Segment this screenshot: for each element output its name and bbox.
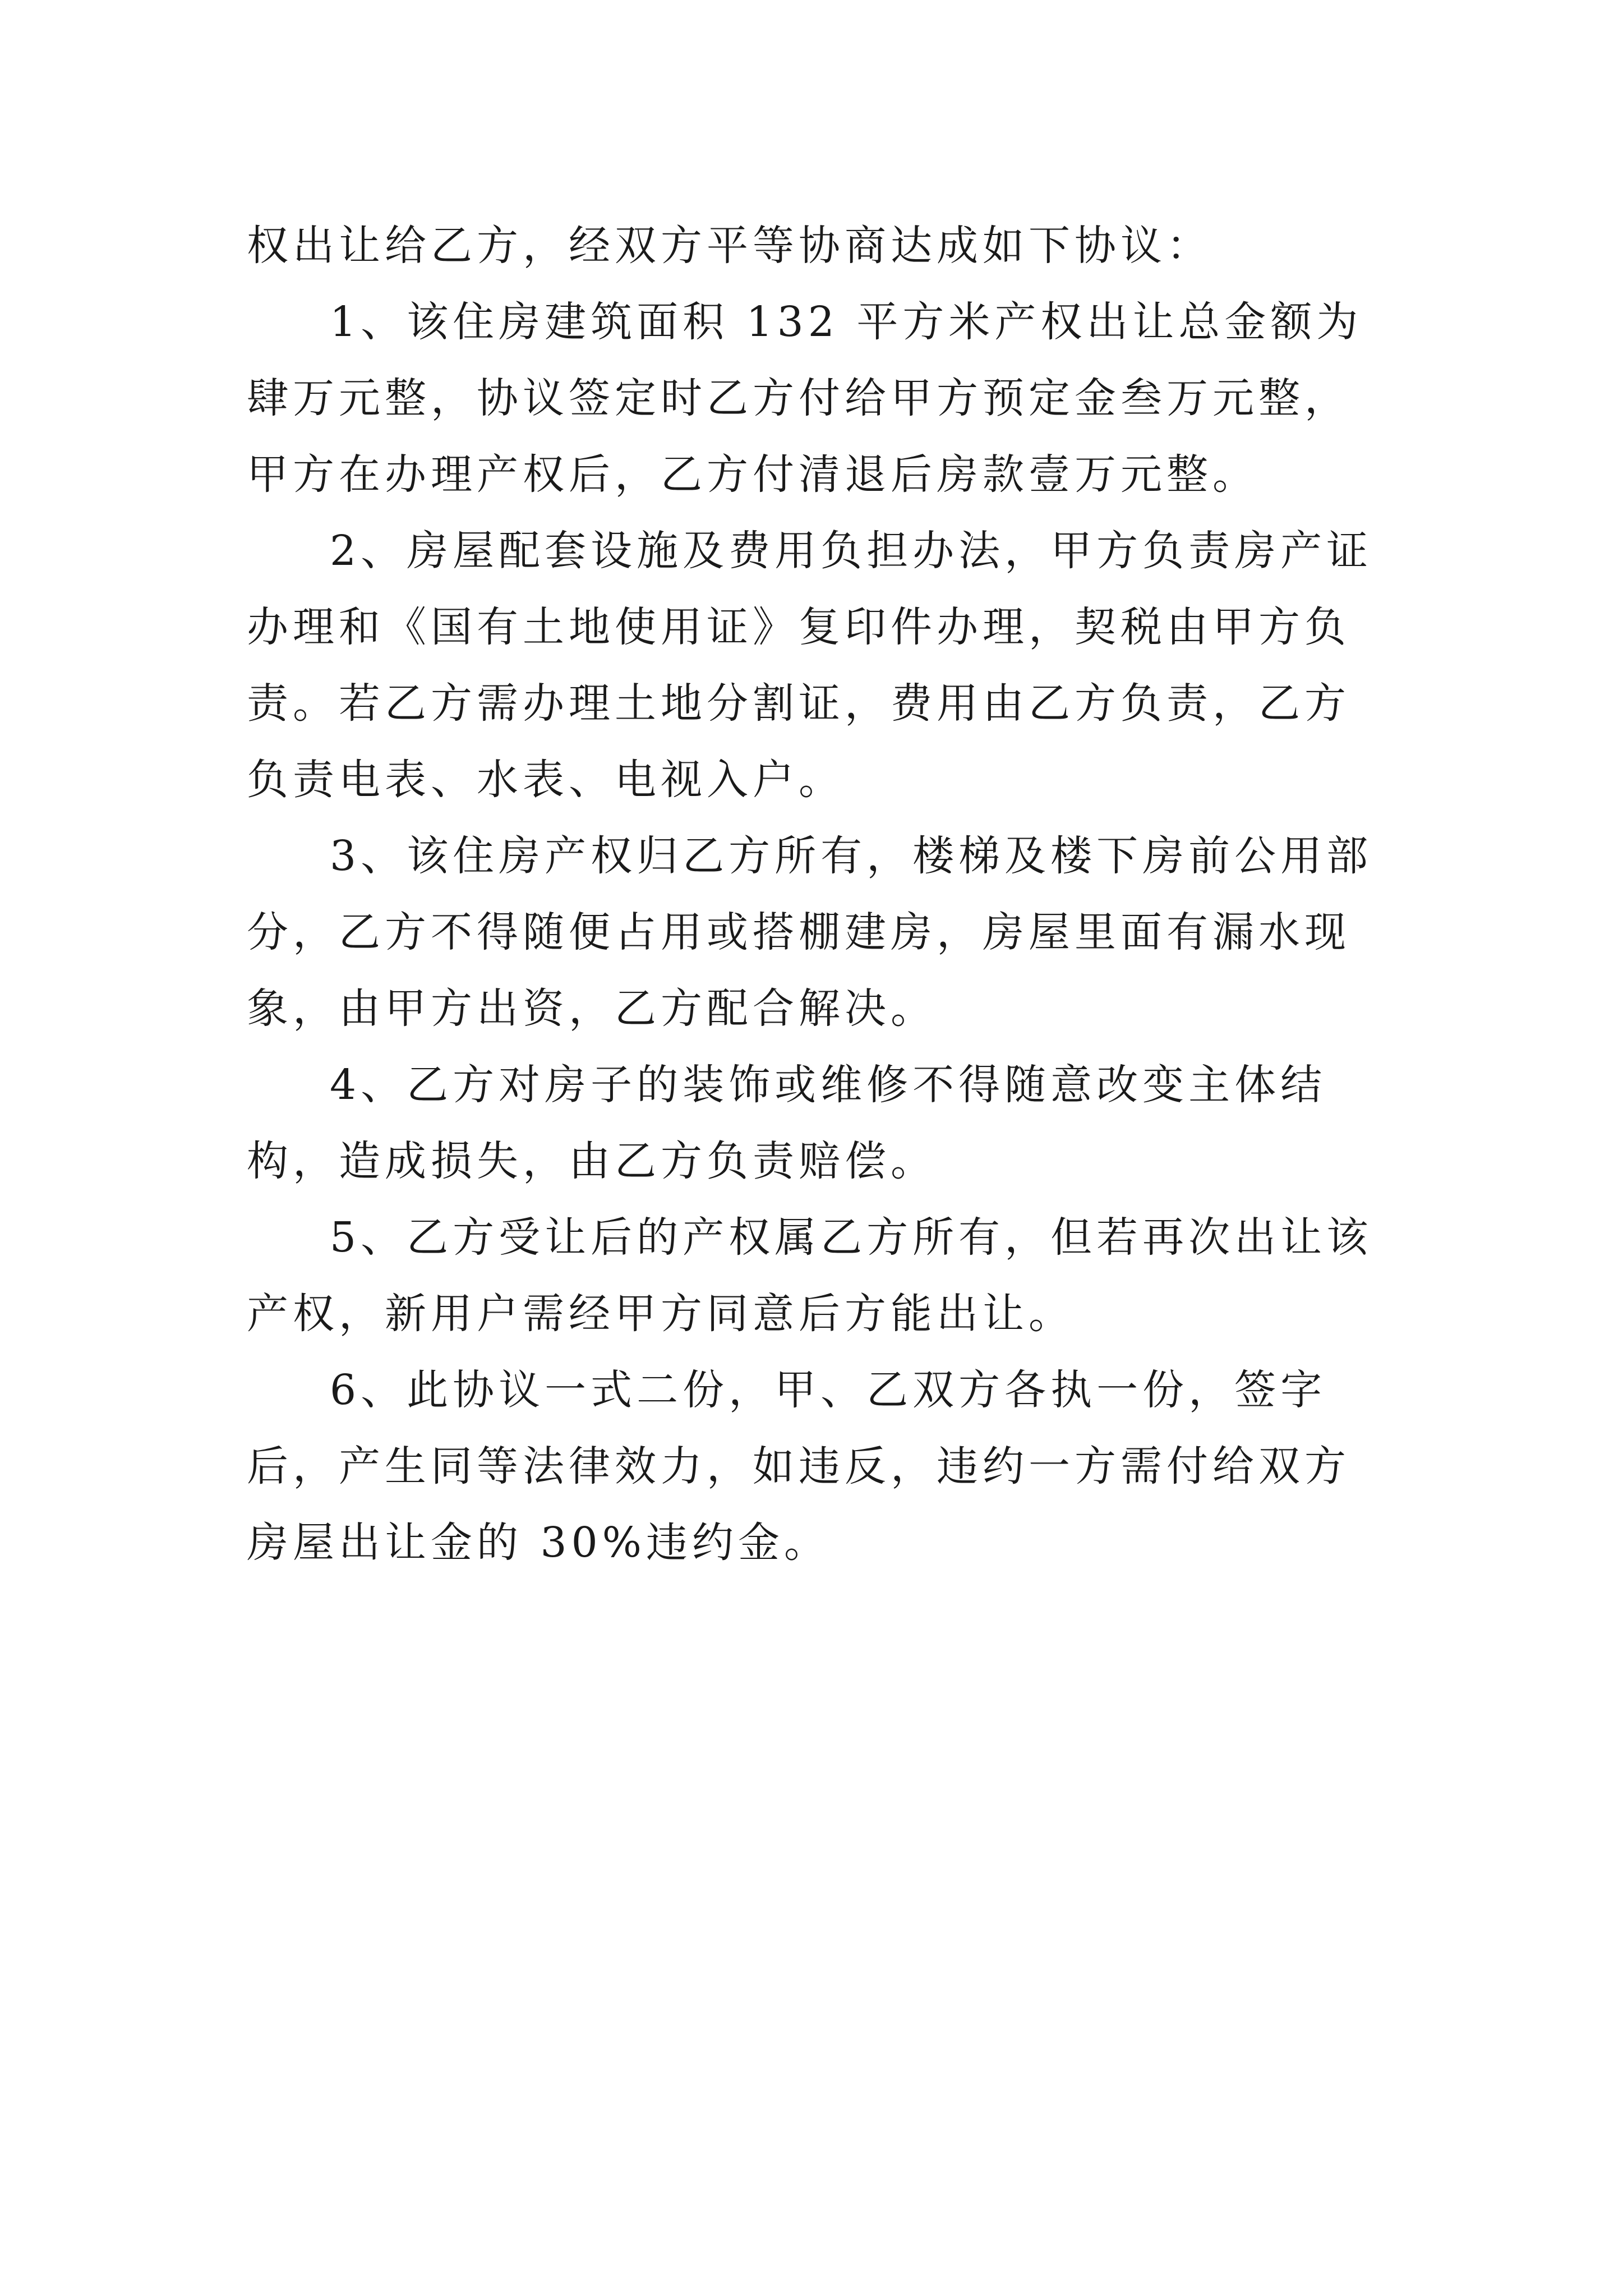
clause-6-paragraph: 6、此协议一式二份，甲、乙双方各执一份，签字后，产生同等法律效力，如违反，违约一方需付给双方房屋出让金的 30%违约金。	[247, 1366, 1350, 1567]
clause-3-paragraph: 3、该住房产权归乙方所有，楼梯及楼下房前公用部分，乙方不得随便占用或搭棚建房，房屋里面有漏水现象，由甲方出资，乙方配合解决。	[247, 832, 1373, 1033]
clause-1-paragraph: 1、该住房建筑面积 132 平方米产权出让总金额为肆万元整，协议签定时乙方付给甲方预定金叁万元整，甲方在办理产权后，乙方付清退后房款壹万元整。	[247, 298, 1363, 499]
clause-4-paragraph: 4、乙方对房子的装饰或维修不得随意改变主体结构，造成损失，由乙方负责赔偿。	[247, 1061, 1327, 1185]
document-body	[247, 208, 1391, 1581]
clause-5-paragraph: 5、乙方受让后的产权属乙方所有，但若再次出让该产权，新用户需经甲方同意后方能出让。	[247, 1213, 1373, 1338]
clause-2-paragraph: 2、房屋配套设施及费用负担办法，甲方负责房产证办理和《国有土地使用证》复印件办理，契税由甲方负责。若乙方需办理土地分割证，费用由乙方负责，乙方负责电表、水表、电视入户。	[247, 527, 1373, 804]
intro-paragraph: 权出让给乙方，经双方平等协商达成如下协议：	[247, 222, 1212, 270]
